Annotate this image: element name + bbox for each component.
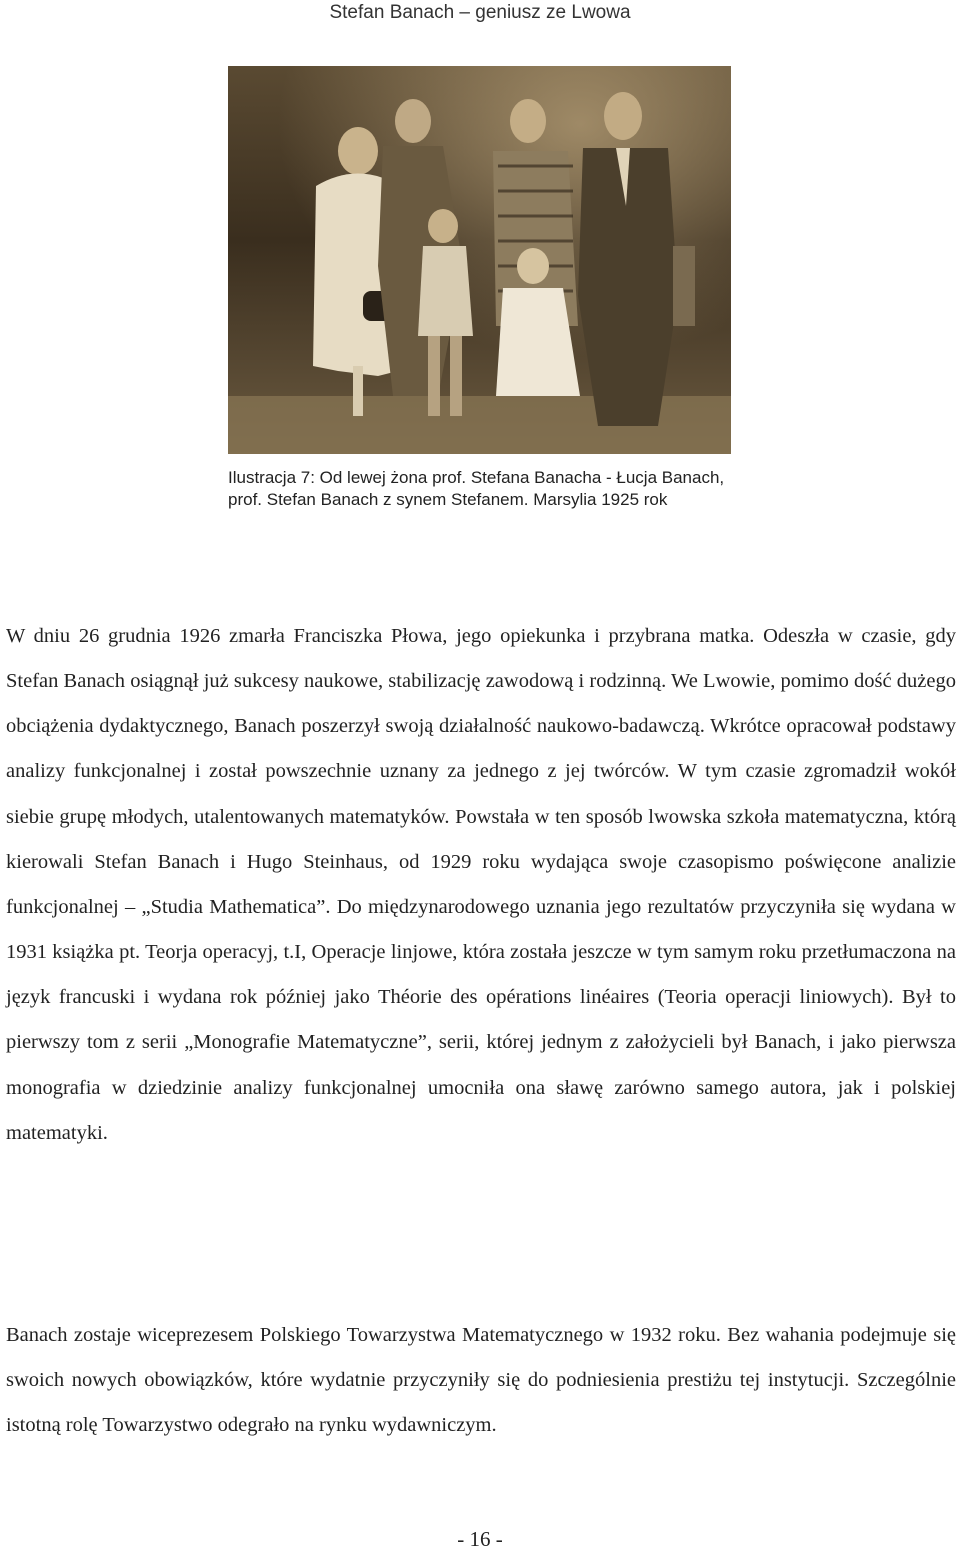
body-paragraph-2: Banach zostaje wiceprezesem Polskiego Towarzystwa Matematycznego w 1932 roku. Bez wahania podejmuje się swoich nowych obowiązków, które wydatnie przyczyniły się do podniesienia prestiżu tej instytucji. Szczególnie istotną rolę Towarzystwo odegrało na rynku wydawniczym. — [6, 1324, 956, 1437]
family-photo — [228, 66, 731, 454]
figure-caption: Ilustracja 7: Od lewej żona prof. Stefana Banacha - Łucja Banach, prof. Stefan Banach z synem Stefanem. Marsylia 1925 rok — [228, 468, 725, 509]
page-number: - 16 - — [457, 1527, 503, 1551]
body-paragraph-1: W dniu 26 grudnia 1926 zmarła Franciszka Płowa, jego opiekunka i przybrana matka. Odeszła w czasie, gdy Stefan Banach osiągnął już sukcesy naukowe, stabilizację zawodową i rodzinną. We Lwowie, pomimo dość dużego obciążenia dydaktycznego, Banach poszerzył swoją działalność naukowo-badawczą. Wkrótce opracował podstawy analizy funkcjonalnej i został powszechnie uznany za jednego z jej twórców. W tym czasie zgromadził wokół siebie grupę młodych, utalentowanych matematyków. Powstała w ten sposób lwowska szkoła matematyczna, którą kierowali Stefan Banach i Hugo Steinhaus, od 1929 roku wydająca swoje czasopismo poświęcone analizie funkcjonalnej – „Studia Mathematica”. Do międzynarodowego uznania jego rezultatów przyczyniła się wydana w 1931 książka pt. Teorja operacyj, t.I, Operacje linjowe, która została jeszcze w tym samym roku przetłumaczona na język francuski i wydana rok później jako Théorie des opérations linéaires (Teoria operacji liniowych). Był to pierwszy tom z serii „Monografie Matematyczne”, serii, której jednym z założycieli był Banach, i jako pierwsza monografia w dziedzinie analizy funkcjonalnej umocniła ona sławę zarówno samego autora, jak i polskiej matematyki. — [6, 625, 956, 1144]
running-header: Stefan Banach – geniusz ze Lwowa — [329, 2, 631, 23]
